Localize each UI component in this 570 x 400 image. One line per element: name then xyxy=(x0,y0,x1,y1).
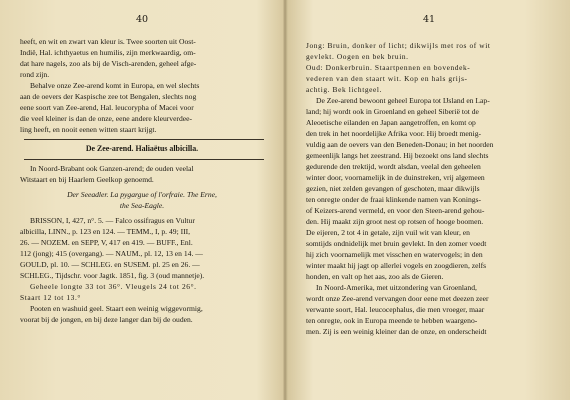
text-line: somtijds ondnidelijk met bruin gevlekt. In den zomer voedt xyxy=(306,239,487,248)
text-line: SCHLEG., Tijdschr. voor Jagtk. 1851, fig. 3 (oud mannetje). xyxy=(20,271,205,280)
text-line: voorat bij de jongen, en bij deze langer dan bij de ouden. xyxy=(20,315,193,324)
text-line: vederen van den staart wit. Kop en hals grijs- xyxy=(306,74,468,83)
text-line: rond zijn. xyxy=(20,70,50,79)
text-line: wordt onze Zee-arend vervangen door eene met deezen zeer xyxy=(306,294,489,303)
text-line: ling heeft, en nooit eenen witten staart krijgt. xyxy=(20,125,157,134)
rule-line xyxy=(24,159,264,160)
text-line: BRISSON, I, 427, n°. 5. — Falco ossifragus en Vultur xyxy=(30,216,195,225)
text-line: gevlekt. Oogen en bek bruin. xyxy=(306,52,409,61)
text-line: winter door, voornamelijk in de duinstreken, vrij algemeen xyxy=(306,173,485,182)
rule-line xyxy=(24,139,264,140)
text-line: Indië, Hal. ichthyaetus en humilis, zijn merkwaardig, om- xyxy=(20,48,196,57)
text-line: heeft, en wit en zwart van kleur is. Twee soorten uit Oost- xyxy=(20,37,196,46)
text-line: GOULD, pl. 10. — SCHLEG. en SUSEM. pl. 25 en 26. — xyxy=(20,260,200,269)
text-line: In Noord-Brabant ook Ganzen-arend; de ouden veelal xyxy=(30,164,194,173)
text-line: vuldig aan de oevers van den Beneden-Donau; in het noorden xyxy=(306,140,494,149)
text-line: 26. — NOZEM. en SEPP, V, 417 en 419. — BUFF., Enl. xyxy=(20,238,193,247)
text-line: De Zee-arend bewoont geheel Europa tot IJsland en Lap- xyxy=(316,96,490,105)
page-number: 40 xyxy=(135,14,149,25)
text-line: gezien, niet zelden gevangen of geschoten, maar dikwijls xyxy=(306,184,480,193)
text-line: aan de oevers der Kaspische zee tot Bengalen, slechts nog xyxy=(20,92,197,101)
text-line: eene soort van Zee-arend, Hal. leucorypha of Macei voor xyxy=(20,103,194,112)
text-line: winter maakt hij jagt op allerlei vogels en zoogdieren, zelfs xyxy=(306,261,487,270)
text-line: honden, en valt op het aas, zoo als de Gieren. xyxy=(306,272,444,281)
text-line: Oud: Donkerbruin. Staartpennen en bovendek- xyxy=(306,63,471,72)
text-line: den trek in het noordelijke Afrika voor. Hij broedt menig- xyxy=(306,129,482,138)
text-line: In Noord-Amerika, met uitzondering van Groenland, xyxy=(316,283,477,292)
text-line: albicilla, LINN., p. 123 en 124. — TEMM., I, p. 49; III, xyxy=(20,227,191,236)
left-page-text xyxy=(6,36,278,325)
text-line: den. Hij maakt zijn groot nest op rotsen of hooge boomen. xyxy=(306,217,484,226)
text-line: Behalve onze Zee-arend komt in Europa, en wel slechts xyxy=(30,81,200,90)
page-number: 41 xyxy=(422,14,436,25)
text-line: ten onregte onder de fraai klinkende namen van Konings- xyxy=(306,195,482,204)
text-line: De eijeren, 2 tot 4 in getale, zijn vuil wit van kleur, en xyxy=(306,228,470,237)
left-page xyxy=(6,0,278,400)
text-line: Staart 12 tot 13.° xyxy=(20,293,81,302)
right-page xyxy=(292,0,566,400)
text-line: men. Zij is een weinig kleiner dan de onze, en onderscheidt xyxy=(306,327,487,336)
text-line: achtig. Bek lichtgeel. xyxy=(306,85,382,94)
section-heading: De Zee-arend. Haliaëtus albicilla. xyxy=(85,144,199,153)
text-line: 112 (jong); 415 (overgang). — NAUM., pl. 12, 13 en 14. — xyxy=(20,249,203,258)
text-line: verwante soort, Hal. leucocephalus, die men vroeger, maar xyxy=(306,305,485,314)
text-line: hij zich voornamelijk met visschen en watervogels; in den xyxy=(306,250,483,259)
text-line: Witstaart en bij Haarlem Geelkop genoemd. xyxy=(20,175,154,184)
right-page-text xyxy=(292,40,566,337)
text-line: Aleoetische eilanden en Japan aangetroffen, en komt op xyxy=(306,118,476,127)
text-line: gemeenlijk langs het zeestrand. Hij bezoekt ons land slechts xyxy=(306,151,489,160)
text-line: land; hij wordt ook in Groenland en geheel Siberië tot de xyxy=(306,107,479,116)
text-line: Jong: Bruin, donker of licht; dikwijls met ros of wit xyxy=(306,41,491,50)
text-line: die veel kleiner is dan de onze, eene andere kleurverdee- xyxy=(20,114,193,123)
text-line: of Keizers-arend vermeld, en voor den Steen-arend gehou- xyxy=(306,206,485,215)
text-line: gedurende den trektijd, wordt alsdan, veelal den geheelen xyxy=(306,162,481,171)
text-line: the Sea-Eagle. xyxy=(119,201,165,210)
text-line: Pooten en washuid geel. Staart een weinig wiggevormig, xyxy=(30,304,203,313)
text-line: Der Seeadler. La pygargue of l'orfraie. The Erne, xyxy=(67,190,217,199)
text-line: dat hare nagels, zoo als bij de Visch-arenden, geheel afge- xyxy=(20,59,197,68)
text-line: ten onregte, ook in Europa meende te hebben waargeno- xyxy=(306,316,478,325)
text-line: Geheele longte 33 tot 36°. Vleugels 24 tot 26°. xyxy=(30,282,197,291)
